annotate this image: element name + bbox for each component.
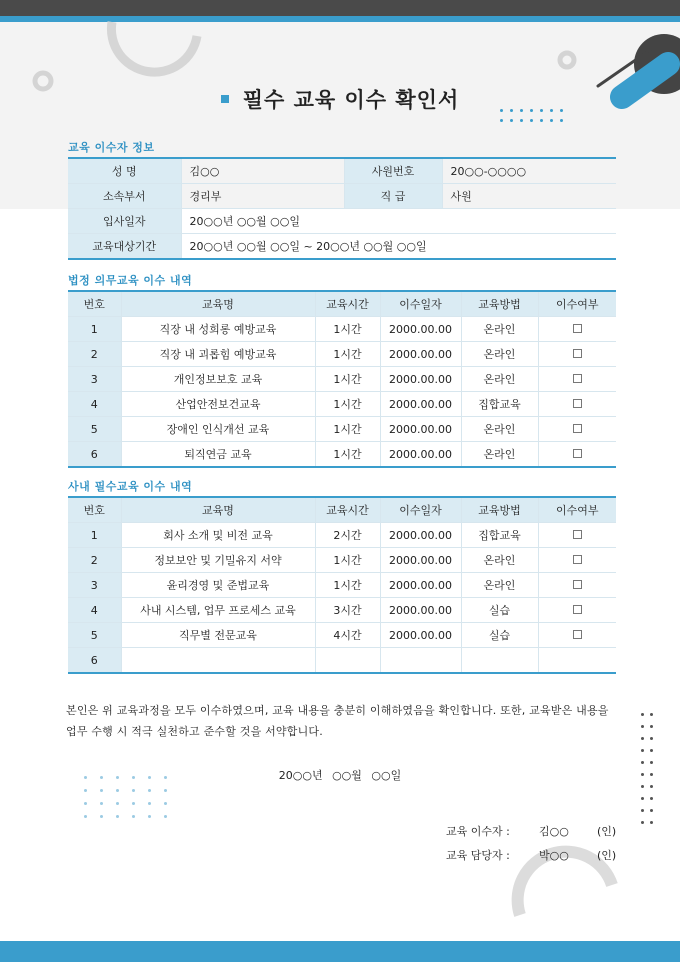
- cell-no: 6: [68, 442, 121, 468]
- table-row: [68, 648, 616, 674]
- completion-checkbox[interactable]: [573, 530, 582, 539]
- section-title-internal: 사내 필수교육 이수 내역: [68, 480, 193, 493]
- cell-date: 2000.00.00: [380, 598, 461, 623]
- cell-hours: 1시간: [315, 548, 380, 573]
- cell-method: 실습: [461, 598, 538, 623]
- cell-hours: 1시간: [315, 317, 380, 342]
- title-bullet-icon: [221, 95, 229, 103]
- period-label: 교육대상기간: [68, 234, 181, 260]
- column-header: 번호: [68, 291, 121, 317]
- completion-checkbox[interactable]: [573, 349, 582, 358]
- section-title-legal: 법정 의무교육 이수 내역: [68, 274, 193, 287]
- dept-label: 소속부서: [68, 184, 181, 209]
- cell-hours: 1시간: [315, 342, 380, 367]
- cell-name: 직무별 전문교육: [121, 623, 315, 648]
- legal-body: [68, 317, 616, 468]
- completion-checkbox[interactable]: [573, 555, 582, 564]
- pledge-text: 본인은 위 교육과정을 모두 이수하였으며, 교육 내용을 충분히 이해하였음을 확인합니다. 또한, 교육받은 내용을 업무 수행 시 적극 실천하고 준수할 것을 서약합니다.: [66, 704, 609, 738]
- completion-cell: [538, 573, 616, 598]
- cell-date: 2000.00.00: [380, 317, 461, 342]
- completion-cell: [538, 548, 616, 573]
- completion-cell: [538, 367, 616, 392]
- table-row: [68, 342, 616, 367]
- legal-training-table: [68, 290, 616, 468]
- completion-checkbox[interactable]: [573, 630, 582, 639]
- cell-date: 2000.00.00: [380, 548, 461, 573]
- cell-no: 5: [68, 623, 121, 648]
- completion-cell: [538, 392, 616, 417]
- cell-hours: 1시간: [315, 417, 380, 442]
- cell-date: 2000.00.00: [380, 342, 461, 367]
- cell-no: 3: [68, 573, 121, 598]
- column-header: 교육방법: [461, 497, 538, 523]
- table-row: [68, 392, 616, 417]
- cell-no: 1: [68, 317, 121, 342]
- completion-cell: [538, 417, 616, 442]
- signature-name: 박○○: [539, 849, 569, 862]
- cell-name: 산업안전보건교육: [121, 392, 315, 417]
- cell-no: 2: [68, 548, 121, 573]
- cell-hours: 1시간: [315, 442, 380, 468]
- cell-no: 4: [68, 392, 121, 417]
- column-header: 이수일자: [380, 291, 461, 317]
- date-line: 20○○년 ○○월 ○○일: [278, 769, 402, 782]
- column-header: 교육시간: [315, 497, 380, 523]
- column-header: 이수여부: [538, 291, 616, 317]
- name-value: 김○○: [181, 158, 344, 184]
- rank-value: 사원: [442, 184, 616, 209]
- emp-no-label: 사원번호: [344, 158, 442, 184]
- column-header: 교육방법: [461, 291, 538, 317]
- table-row: [68, 573, 616, 598]
- table-row: [68, 442, 616, 468]
- column-header: 이수여부: [538, 497, 616, 523]
- cell-date: 2000.00.00: [380, 523, 461, 548]
- completion-cell: [538, 442, 616, 468]
- cell-name: 퇴직연금 교육: [121, 442, 315, 468]
- cell-hours: 3시간: [315, 598, 380, 623]
- signature-label: 교육 이수자 :: [446, 825, 510, 838]
- internal-header-row: [68, 497, 616, 523]
- legal-header-row: [68, 291, 616, 317]
- completion-checkbox[interactable]: [573, 449, 582, 458]
- completion-cell: [538, 523, 616, 548]
- table-row: [68, 367, 616, 392]
- seal-mark: (인): [597, 825, 617, 838]
- period-value: 20○○년 ○○월 ○○일 ~ 20○○년 ○○월 ○○일: [181, 234, 616, 260]
- column-header: 이수일자: [380, 497, 461, 523]
- completion-checkbox[interactable]: [573, 605, 582, 614]
- cell-date: 2000.00.00: [380, 392, 461, 417]
- column-header: 교육명: [121, 291, 315, 317]
- cell-name: 사내 시스템, 업무 프로세스 교육: [121, 598, 315, 623]
- cell-method: 온라인: [461, 573, 538, 598]
- section-title-trainee: 교육 이수자 정보: [68, 141, 155, 154]
- table-row: [68, 317, 616, 342]
- document-title: [221, 84, 460, 114]
- hire-date-label: 입사일자: [68, 209, 181, 234]
- cell-name: 윤리경영 및 준법교육: [121, 573, 315, 598]
- cell-hours: 1시간: [315, 573, 380, 598]
- column-header: 교육시간: [315, 291, 380, 317]
- signature-label: 교육 담당자 :: [446, 849, 510, 862]
- cell-name: 직장 내 성희롱 예방교육: [121, 317, 315, 342]
- cell-method: 실습: [461, 623, 538, 648]
- cell-no: 5: [68, 417, 121, 442]
- seal-mark: (인): [597, 849, 617, 862]
- cell-name: 개인정보보호 교육: [121, 367, 315, 392]
- cell-hours: 4시간: [315, 623, 380, 648]
- cell-date: 2000.00.00: [380, 623, 461, 648]
- cell-hours: 1시간: [315, 367, 380, 392]
- cell-no: 3: [68, 367, 121, 392]
- completion-checkbox[interactable]: [573, 580, 582, 589]
- cell-name: 직장 내 괴롭힘 예방교육: [121, 342, 315, 367]
- cell-date: 2000.00.00: [380, 573, 461, 598]
- cell-method: 온라인: [461, 442, 538, 468]
- cell-name: 회사 소개 및 비전 교육: [121, 523, 315, 548]
- column-header: 교육명: [121, 497, 315, 523]
- cell-method: 온라인: [461, 417, 538, 442]
- title-text: 필수 교육 이수 확인서: [242, 88, 460, 112]
- completion-cell: [538, 648, 616, 674]
- completion-checkbox[interactable]: [573, 424, 582, 433]
- cell-date: 2000.00.00: [380, 442, 461, 468]
- column-header: 번호: [68, 497, 121, 523]
- cell-method: 온라인: [461, 367, 538, 392]
- cell-date: 2000.00.00: [380, 417, 461, 442]
- completion-checkbox[interactable]: [573, 399, 582, 408]
- table-row: [68, 598, 616, 623]
- cell-hours: 1시간: [315, 392, 380, 417]
- title-area: [0, 84, 680, 114]
- internal-training-table: [68, 496, 616, 674]
- completion-cell: [538, 342, 616, 367]
- cell-method: [461, 648, 538, 674]
- dept-value: 경리부: [181, 184, 344, 209]
- cell-hours: [315, 648, 380, 674]
- internal-body: [68, 523, 616, 674]
- table-row: [68, 623, 616, 648]
- cell-no: 2: [68, 342, 121, 367]
- cell-date: 2000.00.00: [380, 367, 461, 392]
- table-row: [68, 417, 616, 442]
- cell-method: 온라인: [461, 342, 538, 367]
- cell-no: 6: [68, 648, 121, 674]
- cell-name: 정보보안 및 기밀유지 서약: [121, 548, 315, 573]
- cell-method: 집합교육: [461, 523, 538, 548]
- table-row: [68, 548, 616, 573]
- cell-hours: 2시간: [315, 523, 380, 548]
- cell-date: [380, 648, 461, 674]
- cell-name: 장애인 인식개선 교육: [121, 417, 315, 442]
- completion-checkbox[interactable]: [573, 374, 582, 383]
- completion-cell: [538, 317, 616, 342]
- rank-label: 직 급: [344, 184, 442, 209]
- signature-name: 김○○: [539, 825, 569, 838]
- cell-name: [121, 648, 315, 674]
- completion-cell: [538, 598, 616, 623]
- completion-cell: [538, 623, 616, 648]
- emp-no-value: 20○○-○○○○: [442, 158, 616, 184]
- name-label: 성 명: [68, 158, 181, 184]
- cell-no: 4: [68, 598, 121, 623]
- trainee-info-table: [68, 157, 616, 260]
- cell-method: 집합교육: [461, 392, 538, 417]
- cell-method: 온라인: [461, 317, 538, 342]
- completion-checkbox[interactable]: [573, 324, 582, 333]
- hire-date-value: 20○○년 ○○월 ○○일: [181, 209, 616, 234]
- cell-method: 온라인: [461, 548, 538, 573]
- cell-no: 1: [68, 523, 121, 548]
- table-row: [68, 523, 616, 548]
